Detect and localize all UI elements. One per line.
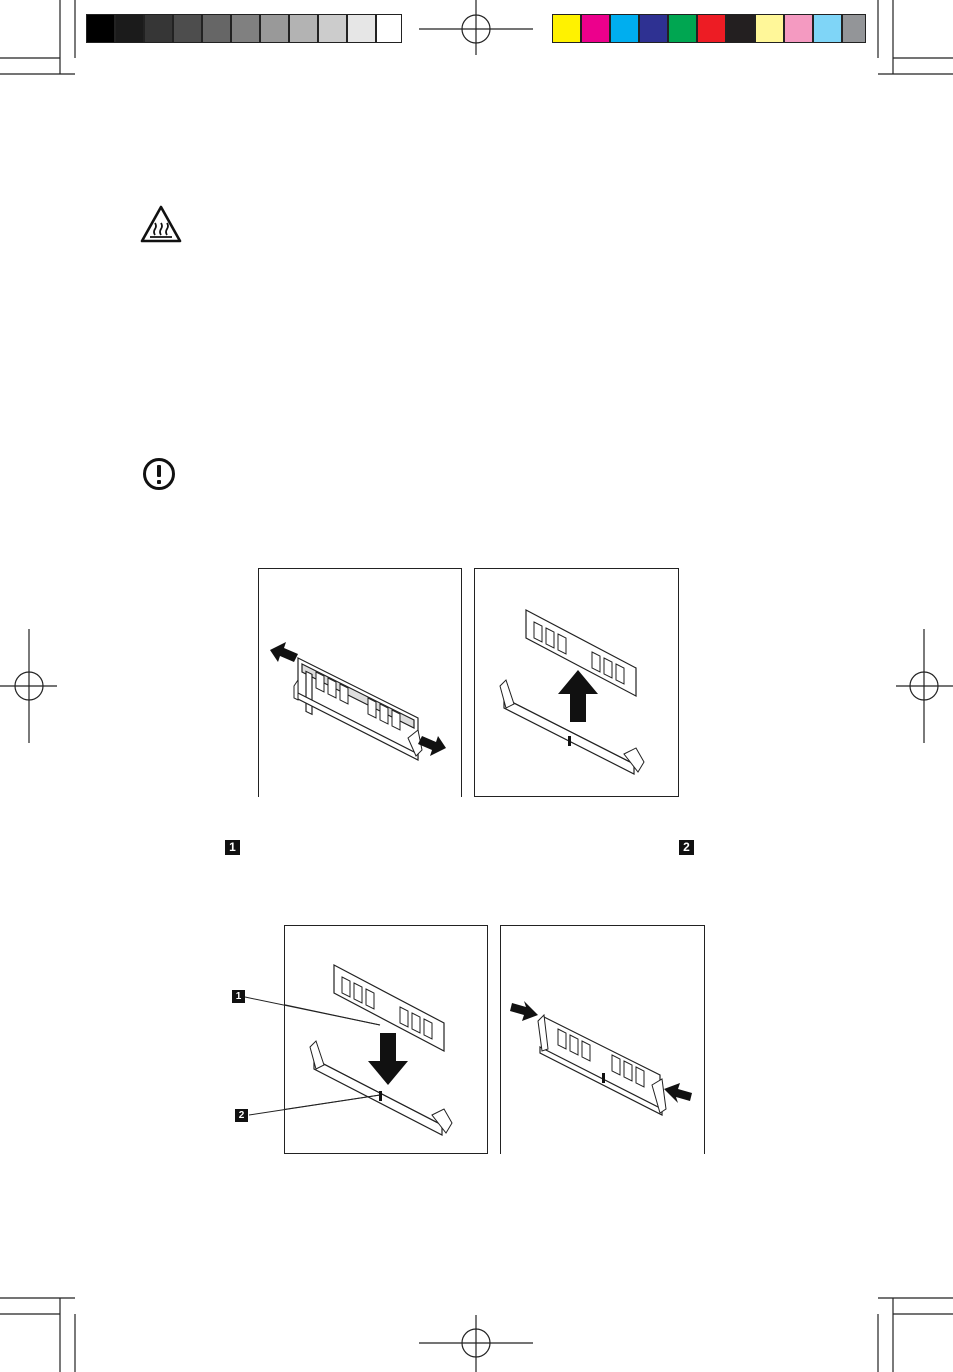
figure-open-retaining-clips: [258, 568, 462, 797]
step-callout-2: 2: [679, 840, 694, 855]
color-swatch: [726, 14, 755, 43]
color-swatch: [842, 14, 866, 43]
gray-swatch: [376, 14, 402, 43]
figure-close-retaining-clips: [500, 925, 705, 1154]
gray-swatch: [231, 14, 260, 43]
attention-icon: [142, 457, 176, 491]
figure-callout-1: 1: [232, 990, 245, 1003]
color-bar: [552, 0, 866, 60]
step-callout-1: 1: [225, 840, 240, 855]
gray-swatch: [144, 14, 173, 43]
color-swatch: [610, 14, 639, 43]
gray-swatch: [289, 14, 318, 43]
color-swatch: [639, 14, 668, 43]
color-swatch: [581, 14, 610, 43]
figure-insert-memory-module: [284, 925, 488, 1154]
color-swatch: [668, 14, 697, 43]
figure-callout-2: 2: [235, 1109, 248, 1122]
grayscale-bar: [86, 0, 402, 60]
gray-swatch: [173, 14, 202, 43]
gray-swatch: [318, 14, 347, 43]
color-swatch: [552, 14, 581, 43]
hot-surface-warning-icon: [139, 204, 183, 244]
color-swatch: [755, 14, 784, 43]
gray-swatch: [347, 14, 376, 43]
color-swatch: [813, 14, 842, 43]
gray-swatch: [86, 14, 115, 43]
color-swatch: [784, 14, 813, 43]
figure-remove-memory-module: [474, 568, 679, 797]
gray-swatch: [115, 14, 144, 43]
color-swatch: [697, 14, 726, 43]
gray-swatch: [260, 14, 289, 43]
gray-swatch: [202, 14, 231, 43]
